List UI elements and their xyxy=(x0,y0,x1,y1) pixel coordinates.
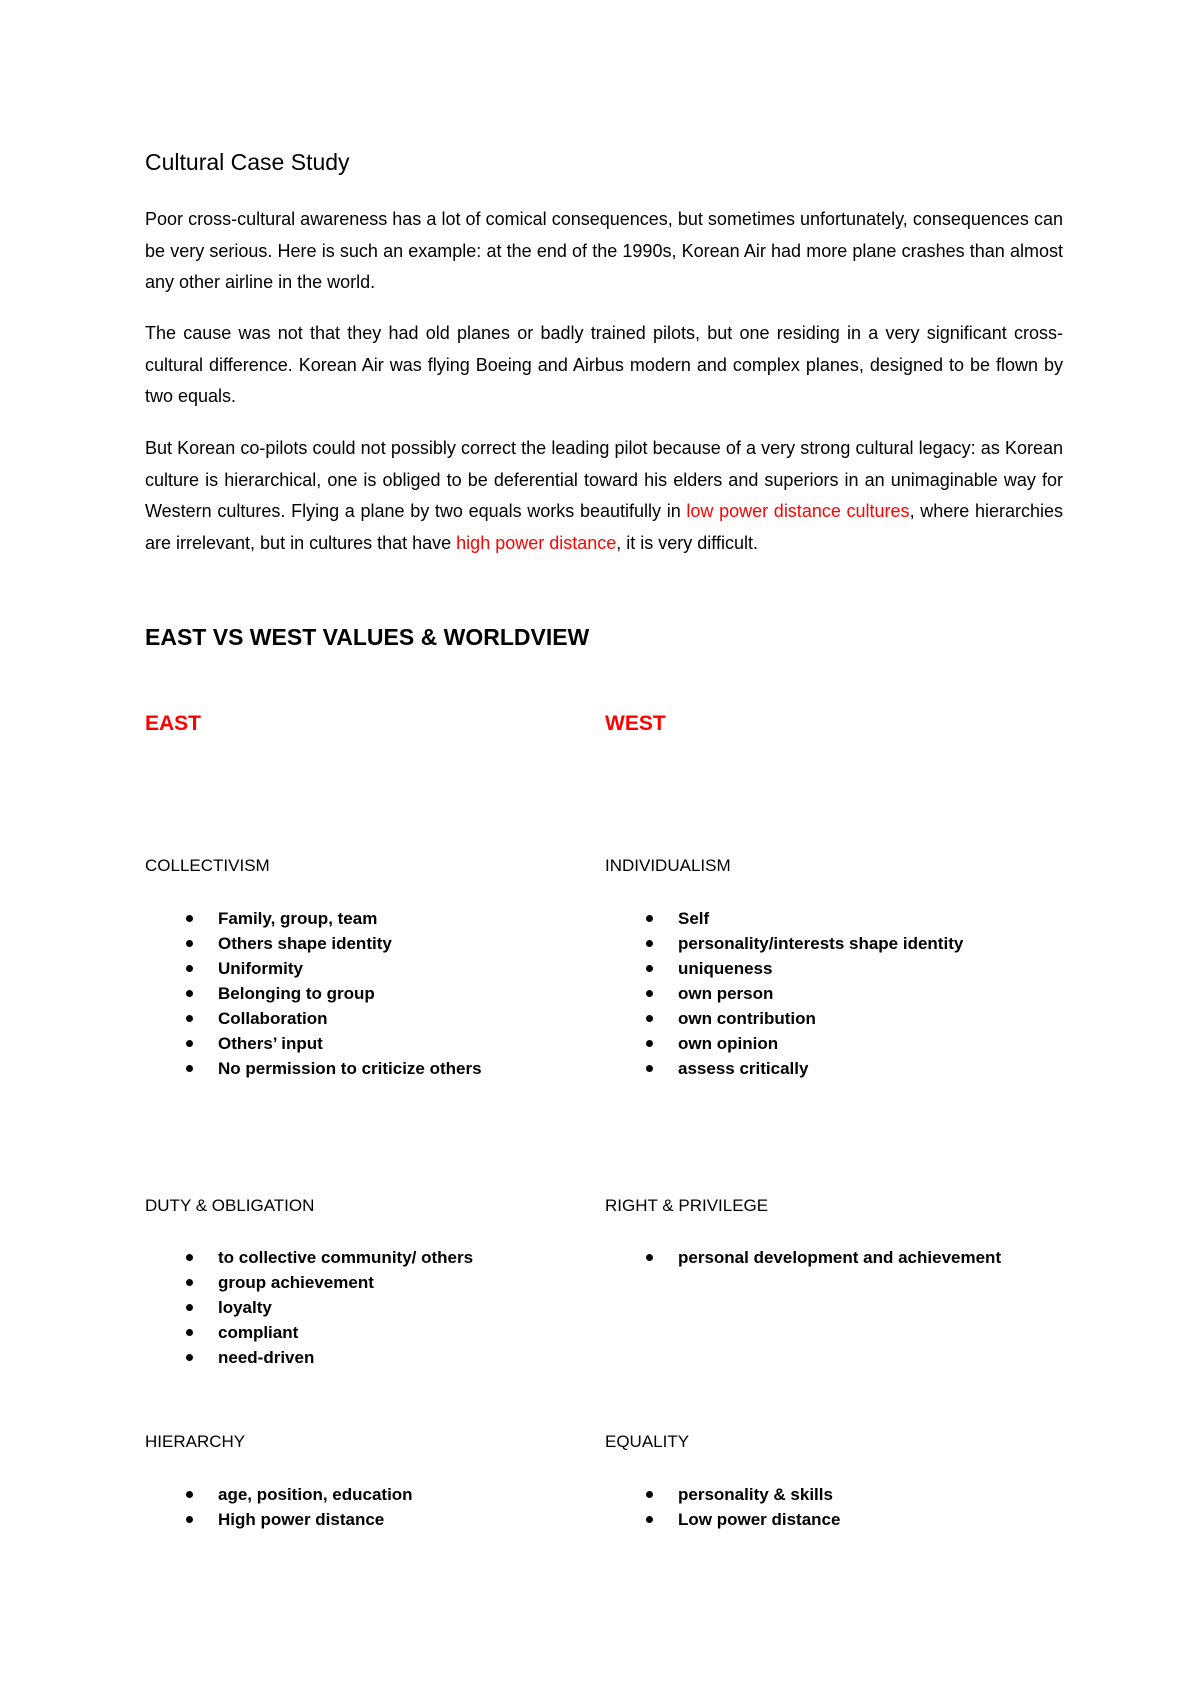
bullet-icon xyxy=(186,1015,193,1022)
list-item xyxy=(605,1507,840,1532)
document-title: Cultural Case Study xyxy=(145,149,350,175)
intro-paragraph: Poor cross-cultural awareness has a lot of comical consequences, but sometimes unfortunately, consequences can be very serious. Here is such an example: at the end of the 1990s, Korean Air had more plane crashes than almost any other airline in the world. xyxy=(145,209,1063,292)
list-item xyxy=(605,1245,1001,1270)
bullet-icon xyxy=(646,1516,653,1523)
list-item xyxy=(145,1031,482,1056)
bullet-icon xyxy=(646,1065,653,1072)
list-item-text: own person xyxy=(678,984,774,1003)
list-item-text: Uniformity xyxy=(218,959,303,978)
bullet-icon xyxy=(186,1254,193,1261)
bullet-icon xyxy=(646,1254,653,1261)
list-item-text: Family, group, team xyxy=(218,909,378,928)
bullet-icon xyxy=(186,1279,193,1286)
west-category-right: RIGHT & PRIVILEGE xyxy=(605,1196,769,1215)
list-item xyxy=(145,1507,413,1532)
list-item-text: assess critically xyxy=(678,1059,809,1078)
bullet-icon xyxy=(186,1516,193,1523)
list-item xyxy=(145,1295,473,1320)
list-item-text: compliant xyxy=(218,1323,299,1342)
list-item xyxy=(605,1031,963,1056)
legacy-text-part2: , where hierarchies are irrelevant, but in cultures that have xyxy=(145,501,1063,553)
east-category-duty: DUTY & OBLIGATION xyxy=(145,1196,315,1215)
list-item xyxy=(145,931,482,956)
list-item-text: Collaboration xyxy=(218,1009,328,1028)
list-item xyxy=(605,981,963,1006)
list-item-text: loyalty xyxy=(218,1298,272,1317)
bullet-icon xyxy=(186,1040,193,1047)
list-item-text: personality & skills xyxy=(678,1485,833,1504)
list-item-text: personal development and achievement xyxy=(678,1248,1002,1267)
list-item xyxy=(145,981,482,1006)
list-item-text: Self xyxy=(678,909,710,928)
list-item-text: own opinion xyxy=(678,1034,779,1053)
bullet-icon xyxy=(646,915,653,922)
east-duty-list xyxy=(145,1245,473,1370)
list-item xyxy=(145,1482,413,1507)
west-equality-list xyxy=(605,1482,840,1532)
list-item-text: age, position, education xyxy=(218,1485,413,1504)
list-item xyxy=(605,1056,963,1081)
high-power-distance-highlight: high power distance xyxy=(456,532,617,553)
bullet-icon xyxy=(646,990,653,997)
list-item xyxy=(145,1345,473,1370)
bullet-icon xyxy=(646,965,653,972)
list-item-text: Belonging to group xyxy=(218,984,375,1003)
list-item-text: uniqueness xyxy=(678,959,773,978)
east-category-collectivism: COLLECTIVISM xyxy=(145,856,270,875)
bullet-icon xyxy=(186,990,193,997)
west-right-list xyxy=(605,1245,1001,1270)
bullet-icon xyxy=(186,1065,193,1072)
bullet-icon xyxy=(186,1491,193,1498)
east-column-heading: EAST xyxy=(145,712,202,735)
cause-paragraph: The cause was not that they had old planes or badly trained pilots, but one residing in a very significant cross-cultural difference. Korean Air was flying Boeing and Airbus modern and complex planes, designed to be flown by two equals. xyxy=(145,323,1063,406)
list-item xyxy=(605,906,963,931)
bullet-icon xyxy=(186,940,193,947)
list-item-text: Others shape identity xyxy=(218,934,392,953)
bullet-icon xyxy=(186,1329,193,1336)
list-item-text: need-driven xyxy=(218,1348,315,1367)
list-item xyxy=(145,1320,473,1345)
bullet-icon xyxy=(186,915,193,922)
legacy-text-part3: , it is very difficult. xyxy=(616,532,758,553)
east-collectivism-list xyxy=(145,906,482,1081)
west-individualism-list xyxy=(605,906,963,1081)
low-power-distance-highlight: low power distance cultures xyxy=(686,501,910,521)
west-category-equality: EQUALITY xyxy=(605,1432,690,1451)
list-item-text: High power distance xyxy=(218,1510,385,1529)
legacy-text-part1: But Korean co-pilots could not possibly correct the leading pilot because of a very strong cultural legacy: as Korean culture is hierarchical, one is obliged to be deferential toward his elders and superiors in an unimaginable way for Western cultures. Flying a plane by two equals works beautifully in xyxy=(145,438,1063,521)
bullet-icon xyxy=(646,940,653,947)
list-item xyxy=(605,1482,840,1507)
list-item xyxy=(605,956,963,981)
list-item-text: group achievement xyxy=(218,1273,374,1292)
legacy-paragraph xyxy=(145,433,1063,559)
list-item xyxy=(145,1056,482,1081)
list-item xyxy=(145,906,482,931)
east-category-hierarchy: HIERARCHY xyxy=(145,1432,246,1451)
list-item-text: No permission to criticize others xyxy=(218,1059,482,1078)
list-item xyxy=(145,1270,473,1295)
list-item xyxy=(145,1245,473,1270)
list-item-text: personality/interests shape identity xyxy=(678,934,964,953)
list-item-text: Low power distance xyxy=(678,1510,841,1529)
bullet-icon xyxy=(186,1304,193,1311)
list-item-text: Others’ input xyxy=(218,1034,323,1053)
list-item-text: own contribution xyxy=(678,1009,816,1028)
list-item xyxy=(605,931,963,956)
comparison-heading: EAST VS WEST VALUES & WORLDVIEW xyxy=(145,624,590,650)
bullet-icon xyxy=(186,1354,193,1361)
bullet-icon xyxy=(186,965,193,972)
list-item xyxy=(145,1006,482,1031)
east-hierarchy-list xyxy=(145,1482,413,1532)
west-column-heading: WEST xyxy=(605,712,666,735)
west-category-individualism: INDIVIDUALISM xyxy=(605,856,731,875)
bullet-icon xyxy=(646,1040,653,1047)
bullet-icon xyxy=(646,1491,653,1498)
list-item xyxy=(145,956,482,981)
bullet-icon xyxy=(646,1015,653,1022)
list-item-text: to collective community/ others xyxy=(218,1248,474,1267)
list-item xyxy=(605,1006,963,1031)
